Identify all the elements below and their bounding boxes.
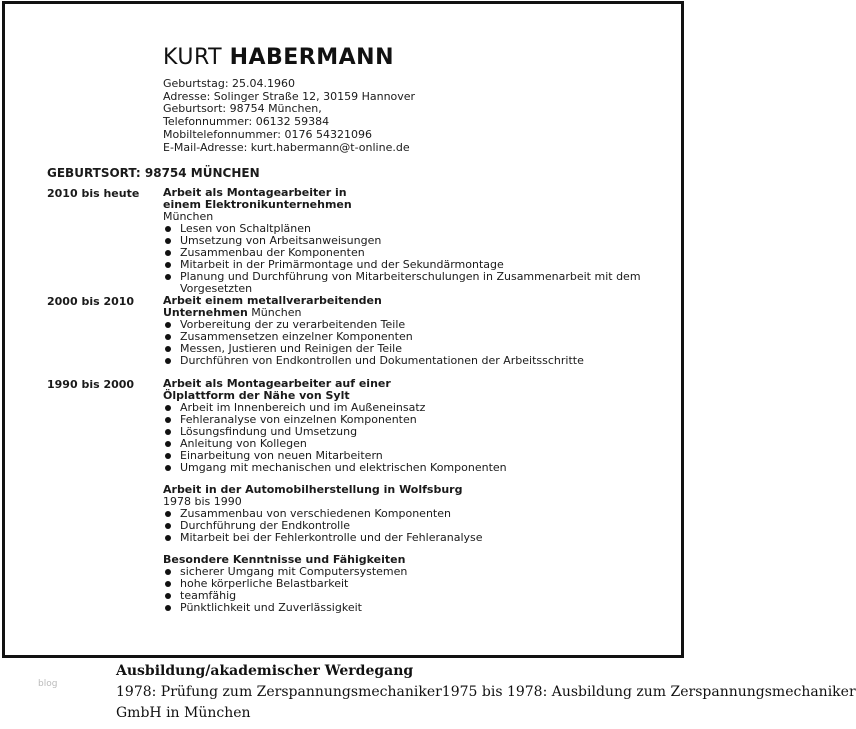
list-item: Einarbeitung von neuen Mitarbeitern <box>163 450 663 462</box>
entry-list <box>163 319 663 367</box>
email: E-Mail-Adresse: kurt.habermann@t-online.de <box>163 140 410 154</box>
entry-date: 1990 bis 2000 <box>47 378 135 391</box>
cv-document <box>2 1 684 658</box>
automobil-years: 1978 bis 1990 <box>163 495 242 508</box>
skills-section <box>163 554 663 614</box>
birthplace: Geburtsort: 98754 München, <box>163 102 322 116</box>
list-item: Messen, Justieren und Reinigen der Teile <box>163 343 663 355</box>
list-item: Mitarbeit bei der Fehlerkontrolle und der Fehleranalyse <box>163 532 663 544</box>
entry-content <box>163 187 663 295</box>
list-item: teamfähig <box>163 590 663 602</box>
list-item: Durchführen von Endkontrollen und Dokumentationen der Arbeitsschritte <box>163 355 663 367</box>
list-item: Zusammenbau der Komponenten <box>163 247 663 259</box>
contact-block <box>163 78 415 154</box>
mobile: Mobiltelefonnummer: 0176 54321096 <box>163 127 372 141</box>
list-item: Vorbereitung der zu verarbeitenden Teile <box>163 319 663 331</box>
automobil-section <box>163 484 663 544</box>
list-item: Durchführung der Endkontrolle <box>163 520 663 532</box>
list-item: Planung und Durchführung von Mitarbeiterschulungen in Zusammenarbeit mit dem Vorgesetzten <box>163 271 663 295</box>
list-item: Umgang mit mechanischen und elektrischen Komponenten <box>163 462 663 474</box>
list-item: hohe körperliche Belastbarkeit <box>163 578 663 590</box>
birthday: Geburtstag: 25.04.1960 <box>163 77 296 90</box>
footer-line-1: 1978: Prüfung zum Zerspannungsmechaniker1975 bis 1978: Ausbildung zum Zerspannungsmechaniker <box>116 684 856 700</box>
cv-name <box>163 45 394 70</box>
phone: Telefonnummer: 06132 59384 <box>163 115 330 129</box>
first-name: KURT <box>163 45 223 70</box>
section-title: GEBURTSORT: 98754 MÜNCHEN <box>47 166 260 180</box>
footer-title: Ausbildung/akademischer Werdegang <box>116 663 414 679</box>
entry-list <box>163 223 663 295</box>
last-name: HABERMANN <box>229 45 394 70</box>
footer-text <box>116 661 856 724</box>
automobil-title: Arbeit in der Automobilherstellung in Wolfsburg <box>163 483 463 496</box>
entry-date: 2000 bis 2010 <box>47 295 135 308</box>
footer-line-2: GmbH in München <box>116 705 251 721</box>
list-item: Zusammensetzen einzelner Komponenten <box>163 331 663 343</box>
list-item: Umsetzung von Arbeitsanweisungen <box>163 235 663 247</box>
list-item: Pünktlichkeit und Zuverlässigkeit <box>163 602 663 614</box>
entry-title: Arbeit als Montagearbeiter auf einer Ölplattform der Nähe von Sylt <box>163 377 391 402</box>
entry-list <box>163 402 663 474</box>
skills-title: Besondere Kenntnisse und Fähigkeiten <box>163 553 406 566</box>
list-item: Lesen von Schaltplänen <box>163 223 663 235</box>
skills-list <box>163 566 663 614</box>
list-item: sicherer Umgang mit Computersystemen <box>163 566 663 578</box>
address: Adresse: Solinger Straße 12, 30159 Hannover <box>163 89 416 103</box>
list-item: Arbeit im Innenbereich und im Außeneinsatz <box>163 402 663 414</box>
list-item: Zusammenbau von verschiedenen Komponenten <box>163 508 663 520</box>
entry-content <box>163 378 663 614</box>
list-item: Fehleranalyse von einzelnen Komponenten <box>163 414 663 426</box>
entry-date: 2010 bis heute <box>47 187 140 200</box>
entry-title: Arbeit als Montagearbeiter in einem Elektronikunternehmen München <box>163 186 352 223</box>
entry-content <box>163 295 663 367</box>
watermark: blog <box>38 679 58 689</box>
entry-title: Arbeit einem metallverarbeitenden Unternehmen München <box>163 294 382 319</box>
list-item: Anleitung von Kollegen <box>163 438 663 450</box>
list-item: Mitarbeit in der Primärmontage und der Sekundärmontage <box>163 259 663 271</box>
automobil-list <box>163 508 663 544</box>
list-item: Lösungsfindung und Umsetzung <box>163 426 663 438</box>
